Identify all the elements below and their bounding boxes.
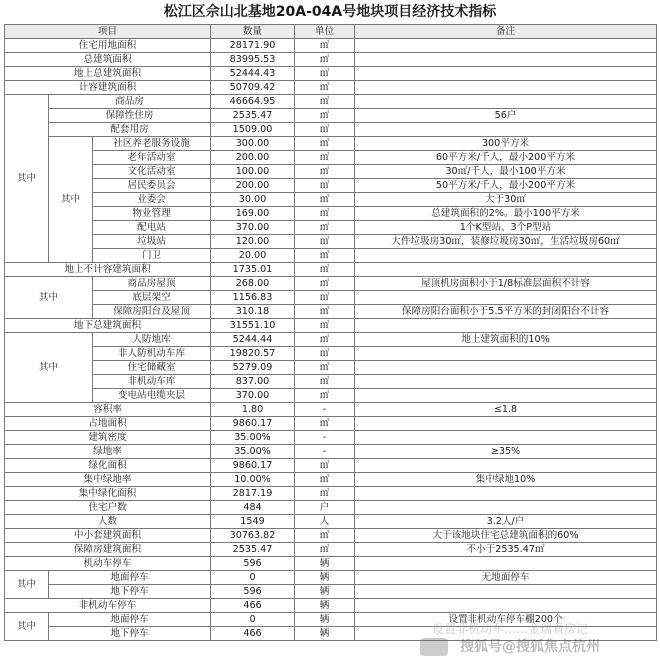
table-row: [5, 557, 657, 571]
table-row: [5, 361, 657, 375]
row-label: 配套用房: [49, 123, 211, 137]
row-note: [355, 123, 657, 137]
row-note: [355, 67, 657, 81]
row-qty: 0: [211, 571, 295, 585]
row-unit: 辆: [295, 627, 355, 641]
row-unit: ㎡: [295, 417, 355, 431]
row-label: 保障房阳台及屋顶: [93, 305, 211, 319]
row-qty: 370.00: [211, 389, 295, 403]
row-note: [355, 249, 657, 263]
row-unit: ㎡: [295, 151, 355, 165]
row-note: 地上建筑面积的10%: [355, 333, 657, 347]
row-qty: 2535.47: [211, 109, 295, 123]
table-row: [5, 67, 657, 81]
table-row: [5, 487, 657, 501]
header-unit: 单位: [295, 25, 355, 39]
group-label-qizhong: 其中: [5, 333, 93, 403]
row-qty: 370.00: [211, 221, 295, 235]
row-note: [355, 39, 657, 53]
row-qty: 1.80: [211, 403, 295, 417]
row-qty: 5244.44: [211, 333, 295, 347]
row-qty: 5279.09: [211, 361, 295, 375]
table-row: [5, 459, 657, 473]
row-unit: ㎡: [295, 221, 355, 235]
row-qty: 31551.10: [211, 319, 295, 333]
table-row: [5, 235, 657, 249]
table-row: [5, 473, 657, 487]
row-label: 建筑密度: [5, 431, 211, 445]
row-unit: ㎡: [295, 179, 355, 193]
group-label-qizhong: 其中: [5, 277, 93, 319]
row-label: 变电站电缆夹层: [93, 389, 211, 403]
row-note: [355, 81, 657, 95]
group-label-qizhong: 其中: [5, 571, 49, 599]
row-unit: ㎡: [295, 53, 355, 67]
table-row: [5, 585, 657, 599]
table-row: [5, 95, 657, 109]
row-unit: 辆: [295, 585, 355, 599]
row-note: 大件垃圾房30㎡，装修垃圾房30㎡，生活垃圾房60㎡: [355, 235, 657, 249]
row-qty: 310.18: [211, 305, 295, 319]
row-label: 总建筑面积: [5, 53, 211, 67]
row-unit: ㎡: [295, 39, 355, 53]
row-unit: ㎡: [295, 277, 355, 291]
row-label: 居民委员会: [93, 179, 211, 193]
row-note: [355, 585, 657, 599]
table-row: [5, 389, 657, 403]
row-qty: 484: [211, 501, 295, 515]
row-unit: 辆: [295, 599, 355, 613]
row-qty: 52444.43: [211, 67, 295, 81]
row-unit: 辆: [295, 613, 355, 627]
row-unit: -: [295, 445, 355, 459]
row-note: [355, 487, 657, 501]
row-unit: ㎡: [295, 389, 355, 403]
row-note: 保障房阳台面积小于5.5平方米的封闭阳台不计容: [355, 305, 657, 319]
row-label: 住宅用地面积: [5, 39, 211, 53]
row-qty: 596: [211, 585, 295, 599]
row-qty: 100.00: [211, 165, 295, 179]
table-row: [5, 515, 657, 529]
table-row: [5, 53, 657, 67]
row-note: [355, 375, 657, 389]
watermark-text-faint: 设置非机动车……金瑞看房记: [432, 622, 589, 636]
row-note: [355, 53, 657, 67]
table-row: [5, 179, 657, 193]
row-note: 屋顶机房面积小于1/8标准层面积不计容: [355, 277, 657, 291]
row-note: [355, 431, 657, 445]
table-row: [5, 445, 657, 459]
group-label-qizhong: 其中: [5, 613, 49, 641]
table-row: [5, 403, 657, 417]
row-unit: ㎡: [295, 95, 355, 109]
row-qty: 50709.42: [211, 81, 295, 95]
row-unit: ㎡: [295, 263, 355, 277]
row-unit: ㎡: [295, 67, 355, 81]
row-note: [355, 263, 657, 277]
row-unit: ㎡: [295, 109, 355, 123]
row-note: 1个K型站、3个P型站: [355, 221, 657, 235]
table-row: [5, 333, 657, 347]
group-label-qizhong: 其中: [5, 95, 49, 263]
row-unit: ㎡: [295, 207, 355, 221]
row-qty: 2817.19: [211, 487, 295, 501]
row-qty: 30.00: [211, 193, 295, 207]
row-label: 文化活动室: [93, 165, 211, 179]
row-unit: ㎡: [295, 529, 355, 543]
row-note: 大于30㎡: [355, 193, 657, 207]
row-note: 3.2人/户: [355, 515, 657, 529]
row-note: 大于该地块住宅总建筑面积的60%: [355, 529, 657, 543]
table-row: [5, 417, 657, 431]
row-unit: ㎡: [295, 193, 355, 207]
table-row: [5, 81, 657, 95]
row-qty: 10.00%: [211, 473, 295, 487]
row-unit: -: [295, 403, 355, 417]
table-row: [5, 109, 657, 123]
row-label: 地上总建筑面积: [5, 67, 211, 81]
row-label: 非机动车停车: [5, 599, 211, 613]
row-note: 30㎡/千人，最小100平方米: [355, 165, 657, 179]
table-row: [5, 39, 657, 53]
row-label: 垃圾站: [93, 235, 211, 249]
row-qty: 200.00: [211, 179, 295, 193]
header-item: 项目: [5, 25, 211, 39]
row-label: 地上不计容建筑面积: [5, 263, 211, 277]
row-label: 业委会: [93, 193, 211, 207]
row-unit: ㎡: [295, 361, 355, 375]
row-label: 地下停车: [49, 627, 211, 641]
row-label: 地下总建筑面积: [5, 319, 211, 333]
table-row: [5, 291, 657, 305]
row-qty: 35.00%: [211, 431, 295, 445]
row-note: [355, 95, 657, 109]
table-row: [5, 277, 657, 291]
row-label: 地下停车: [49, 585, 211, 599]
row-label: 人防地库: [93, 333, 211, 347]
table-row: [5, 347, 657, 361]
table-row: [5, 571, 657, 585]
row-unit: ㎡: [295, 305, 355, 319]
watermark-text: 搜狐号@搜狐焦点杭州: [460, 639, 600, 655]
page-title: 松江区佘山北基地20A-04A号地块项目经济技术指标: [163, 4, 497, 20]
row-note: ≥35%: [355, 445, 657, 459]
row-label: 保障房建筑面积: [5, 543, 211, 557]
row-qty: 300.00: [211, 137, 295, 151]
table-row: [5, 305, 657, 319]
table-header-row: [5, 25, 657, 39]
row-note: 无地面停车: [355, 571, 657, 585]
row-qty: 20.00: [211, 249, 295, 263]
row-note: [355, 389, 657, 403]
table-row: [5, 123, 657, 137]
row-qty: 466: [211, 627, 295, 641]
row-qty: 1509.00: [211, 123, 295, 137]
row-note: 不小于2535.47㎡: [355, 543, 657, 557]
row-label: 绿化面积: [5, 459, 211, 473]
row-note: [355, 459, 657, 473]
row-label: 底层架空: [93, 291, 211, 305]
row-note: 总建筑面积的2%。最小100平方米: [355, 207, 657, 221]
row-unit: ㎡: [295, 165, 355, 179]
row-note: [355, 501, 657, 515]
table-row: [5, 221, 657, 235]
row-note: [355, 417, 657, 431]
row-note: 56户: [355, 109, 657, 123]
row-unit: ㎡: [295, 249, 355, 263]
row-qty: 0: [211, 613, 295, 627]
row-label: 社区养老服务设施: [93, 137, 211, 151]
row-qty: 120.00: [211, 235, 295, 249]
table-row: [5, 249, 657, 263]
row-qty: 1549: [211, 515, 295, 529]
row-qty: 837.00: [211, 375, 295, 389]
row-label: 计容建筑面积: [5, 81, 211, 95]
row-label: 商品房: [49, 95, 211, 109]
row-label: 商品房屋顶: [93, 277, 211, 291]
row-unit: -: [295, 431, 355, 445]
row-qty: 28171.90: [211, 39, 295, 53]
row-qty: 2535.47: [211, 543, 295, 557]
header-qty: 数量: [211, 25, 295, 39]
row-note: 集中绿地10%: [355, 473, 657, 487]
row-note: 设置非机动车停车棚200个: [355, 613, 657, 627]
row-qty: 83995.53: [211, 53, 295, 67]
row-label: 非机动车库: [93, 375, 211, 389]
row-unit: ㎡: [295, 319, 355, 333]
row-unit: 户: [295, 501, 355, 515]
row-unit: ㎡: [295, 235, 355, 249]
row-qty: 1735.01: [211, 263, 295, 277]
row-label: 门卫: [93, 249, 211, 263]
row-unit: 人: [295, 515, 355, 529]
row-label: 占地面积: [5, 417, 211, 431]
row-label: 集中绿化面积: [5, 487, 211, 501]
table-row: [5, 501, 657, 515]
row-qty: 19820.57: [211, 347, 295, 361]
row-qty: 169.00: [211, 207, 295, 221]
row-note: [355, 599, 657, 613]
table-row: [5, 193, 657, 207]
table-row: [5, 599, 657, 613]
watermark: [420, 620, 650, 660]
row-qty: 35.00%: [211, 445, 295, 459]
row-unit: ㎡: [295, 291, 355, 305]
row-label: 保障性住房: [49, 109, 211, 123]
row-note: [355, 319, 657, 333]
row-unit: ㎡: [295, 375, 355, 389]
row-label: 地面停车: [49, 613, 211, 627]
row-label: 集中绿地率: [5, 473, 211, 487]
row-unit: ㎡: [295, 137, 355, 151]
row-note: [355, 361, 657, 375]
row-label: 地面停车: [49, 571, 211, 585]
row-unit: ㎡: [295, 333, 355, 347]
table-row: [5, 137, 657, 151]
row-unit: ㎡: [295, 347, 355, 361]
table-row: [5, 263, 657, 277]
row-qty: 1156.83: [211, 291, 295, 305]
row-label: 机动车停车: [5, 557, 211, 571]
row-qty: 9860.17: [211, 459, 295, 473]
subgroup-label-qizhong: 其中: [49, 137, 93, 263]
row-label: 人数: [5, 515, 211, 529]
row-label: 住宅户数: [5, 501, 211, 515]
row-label: 中小套建筑面积: [5, 529, 211, 543]
row-label: 物业管理: [93, 207, 211, 221]
row-qty: 466: [211, 599, 295, 613]
row-unit: ㎡: [295, 123, 355, 137]
header-note: 备注: [355, 25, 657, 39]
sohu-logo-icon: [420, 638, 448, 656]
row-qty: 200.00: [211, 151, 295, 165]
row-qty: 268.00: [211, 277, 295, 291]
row-note: [355, 291, 657, 305]
table-row: [5, 319, 657, 333]
row-label: 老年活动室: [93, 151, 211, 165]
row-unit: 辆: [295, 557, 355, 571]
row-note: [355, 347, 657, 361]
row-unit: ㎡: [295, 81, 355, 95]
row-note: 300平方米: [355, 137, 657, 151]
table-row: [5, 375, 657, 389]
row-label: 容积率: [5, 403, 211, 417]
row-note: 50平方米/千人，最小200平方米: [355, 179, 657, 193]
economic-indicators-table: [4, 24, 657, 641]
row-label: 住宅储藏室: [93, 361, 211, 375]
row-unit: ㎡: [295, 459, 355, 473]
row-unit: 辆: [295, 571, 355, 585]
table-row: [5, 165, 657, 179]
table-row: [5, 431, 657, 445]
row-label: 非人防机动车库: [93, 347, 211, 361]
row-label: 配电站: [93, 221, 211, 235]
row-unit: ㎡: [295, 473, 355, 487]
row-unit: ㎡: [295, 543, 355, 557]
table-row: [5, 529, 657, 543]
row-qty: 9860.17: [211, 417, 295, 431]
table-row: [5, 207, 657, 221]
row-unit: ㎡: [295, 487, 355, 501]
row-note: ≤1.8: [355, 403, 657, 417]
row-qty: 46664.95: [211, 95, 295, 109]
row-label: 绿地率: [5, 445, 211, 459]
row-qty: 596: [211, 557, 295, 571]
table-row: [5, 543, 657, 557]
row-qty: 30763.82: [211, 529, 295, 543]
row-note: [355, 557, 657, 571]
table-row: [5, 151, 657, 165]
row-note: 60平方米/千人，最小200平方米: [355, 151, 657, 165]
